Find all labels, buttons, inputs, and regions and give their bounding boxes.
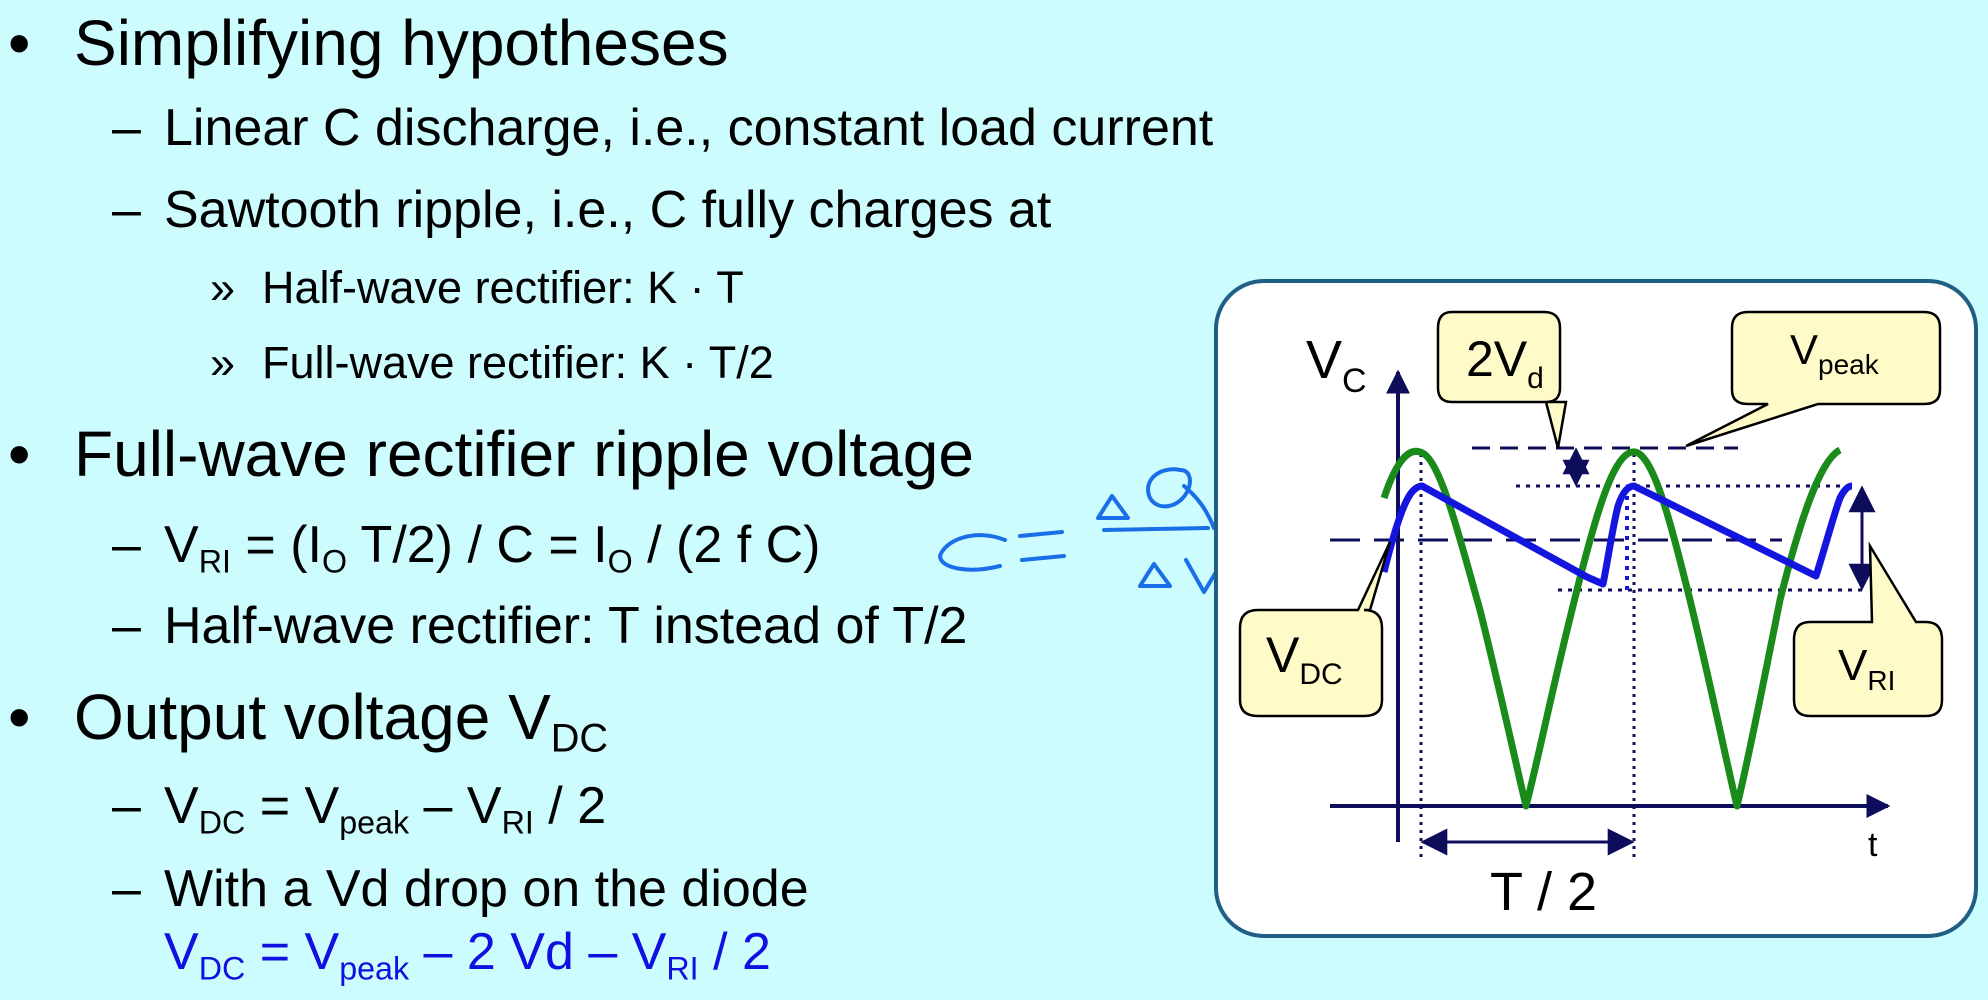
label-t-half: T / 2: [1490, 862, 1598, 922]
heading-output-voltage: Output voltage $V_{DC}$: [74, 681, 609, 761]
formula-vri: $V_{RI} = (I_O$ $T/2) / C = I_O / (2$ f C): [164, 516, 821, 580]
heading-ripple-voltage: Full-wave rectifier ripple voltage: [74, 418, 974, 490]
callout-2vd-text: $2V_d$: [1466, 331, 1544, 395]
formula-vdc: $V_{DC} = V_{peak} - V_{RI} / 2$: [164, 777, 607, 841]
text-vd-drop: With a Vd drop on the diode: [164, 860, 809, 918]
axis-label-vc: $V_C$: [1306, 330, 1367, 400]
dash-bullet: –: [112, 777, 141, 835]
callout-vdc-text: $V_{DC}$: [1266, 627, 1343, 691]
bullet-dot: •: [8, 681, 31, 753]
dash-bullet: –: [112, 597, 141, 655]
formula-vdc-with-diode: $V_{DC} = V_{peak} - 2$ Vd – $V_{RI} / 2$: [164, 923, 771, 987]
callout-vpeak-text: $V_{peak}$: [1790, 326, 1879, 380]
text-half-wave-kt: Half-wave rectifier: K · T: [262, 262, 744, 313]
chevron-bullet: »: [210, 337, 236, 388]
dash-bullet: –: [112, 99, 141, 157]
callout-vri-text: $V_{RI}$: [1838, 641, 1896, 696]
bullet-dot: •: [8, 418, 31, 490]
axis-label-t: t: [1868, 826, 1878, 864]
text-linear-discharge: Linear C discharge, i.e., constant load current: [164, 99, 1214, 157]
text-half-wave-instead: Half-wave rectifier: T instead of T/2: [164, 597, 968, 655]
chevron-bullet: »: [210, 262, 236, 313]
text-full-wave-kt2: Full-wave rectifier: K · T/2: [262, 337, 774, 388]
heading-simplifying-hypotheses: Simplifying hypotheses: [74, 7, 729, 79]
dash-bullet: –: [112, 860, 141, 918]
dash-bullet: –: [112, 516, 141, 574]
dash-bullet: –: [112, 181, 141, 239]
bullet-dot: •: [8, 7, 31, 79]
text-sawtooth-ripple: Sawtooth ripple, i.e., C fully charges at: [164, 181, 1052, 239]
